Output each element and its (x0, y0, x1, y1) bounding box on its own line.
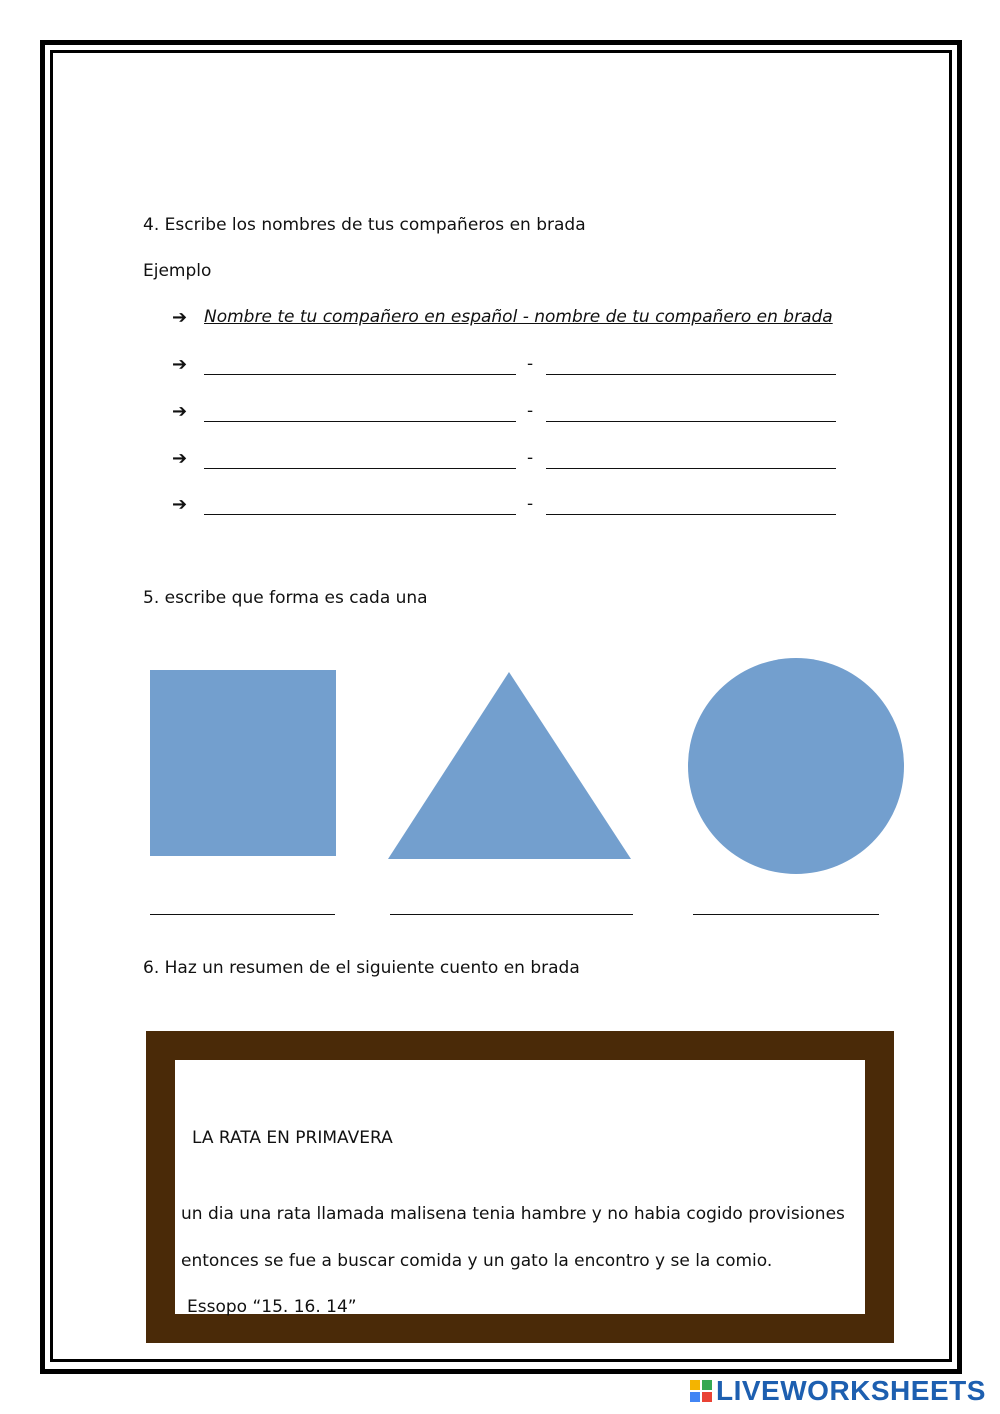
triangle-answer-blank[interactable] (390, 914, 633, 915)
brada-name-blank[interactable] (546, 374, 836, 375)
story-box (146, 1031, 894, 1343)
story-heading: LA RATA EN PRIMAVERA (192, 1128, 393, 1148)
separator-dash: - (527, 354, 534, 374)
shapes-figure (0, 640, 1000, 890)
triangle-shape (388, 672, 631, 859)
question-6-title: 6. Haz un resumen de el siguiente cuento en brada (143, 958, 580, 978)
separator-dash: - (527, 401, 534, 421)
brada-name-blank[interactable] (546, 421, 836, 422)
arrow-icon: ➔ (172, 494, 188, 515)
separator-dash: - (527, 448, 534, 468)
spanish-name-blank[interactable] (204, 514, 516, 515)
question-5-title: 5. escribe que forma es cada una (143, 588, 428, 608)
brada-name-blank[interactable] (546, 514, 836, 515)
question-4-title: 4. Escribe los nombres de tus compañeros en brada (143, 215, 586, 235)
circle-shape (688, 658, 904, 874)
spanish-name-blank[interactable] (204, 421, 516, 422)
example-label: Ejemplo (143, 261, 212, 281)
liveworksheets-logo-icon (690, 1380, 712, 1402)
watermark-text: LIVEWORKSHEETS (716, 1375, 986, 1406)
brada-name-blank[interactable] (546, 468, 836, 469)
square-shape (150, 670, 336, 856)
answer-row (204, 354, 836, 378)
story-source: Essopo “15. 16. 14” (187, 1297, 357, 1317)
spanish-name-blank[interactable] (204, 468, 516, 469)
arrow-icon: ➔ (172, 448, 188, 469)
story-line-1: un dia una rata llamada malisena tenia hambre y no habia cogido provisiones (181, 1204, 845, 1224)
arrow-icon: ➔ (172, 401, 188, 422)
answer-row (204, 401, 836, 425)
separator-dash: - (527, 494, 534, 514)
spanish-name-blank[interactable] (204, 374, 516, 375)
answer-row (204, 494, 836, 518)
answer-row (204, 448, 836, 472)
example-line: Nombre te tu compañero en español - nombre de tu compañero en brada (204, 307, 833, 327)
circle-answer-blank[interactable] (693, 914, 879, 915)
story-line-2: entonces se fue a buscar comida y un gato la encontro y se la comio. (181, 1251, 773, 1271)
square-answer-blank[interactable] (150, 914, 335, 915)
liveworksheets-watermark (690, 1373, 986, 1409)
story-panel (175, 1060, 865, 1317)
arrow-icon: ➔ (172, 354, 188, 375)
arrow-icon: ➔ (172, 307, 188, 328)
